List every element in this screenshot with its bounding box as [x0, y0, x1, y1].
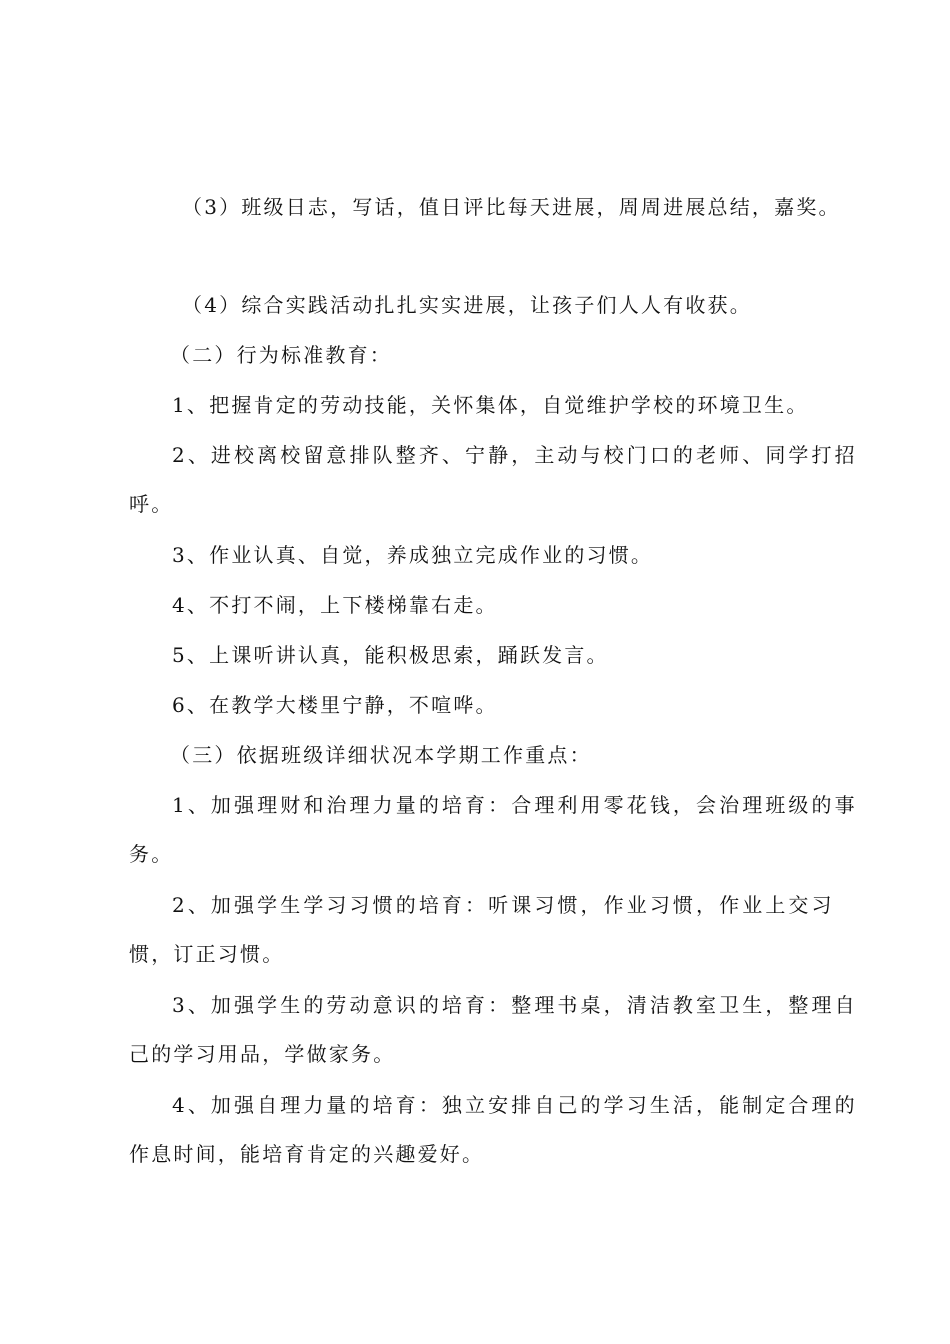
paragraph-line: 作息时间，能培育肯定的兴趣爱好。	[129, 1142, 485, 1166]
section-heading: （二）行为标准教育：	[170, 343, 392, 367]
section-heading: （三）依据班级详细状况本学期工作重点：	[170, 743, 592, 767]
paragraph-line: 2、加强学生学习习惯的培育：听课习惯，作业习惯，作业上交习	[172, 893, 835, 917]
paragraph-line: （3）班级日志，写话，值日评比每天进展，周周进展总结，嘉奖。	[182, 195, 841, 219]
paragraph-line: 2、进校离校留意排队整齐、宁静，主动与校门口的老师、同学打招	[172, 443, 858, 467]
paragraph-line: 5、上课听讲认真，能积极思索，踊跃发言。	[172, 643, 609, 667]
paragraph-line: 3、作业认真、自觉，养成独立完成作业的习惯。	[172, 543, 654, 567]
paragraph-line: 4、加强自理力量的培育：独立安排自己的学习生活，能制定合理的	[172, 1093, 858, 1117]
paragraph-line: 6、在教学大楼里宁静，不喧哗。	[172, 693, 498, 717]
paragraph-line: 4、不打不闹，上下楼梯靠右走。	[172, 593, 498, 617]
paragraph-line: 务。	[129, 842, 174, 866]
paragraph-line: 惯，订正习惯。	[129, 942, 285, 966]
paragraph-line: 1、加强理财和治理力量的培育：合理利用零花钱，会治理班级的事	[172, 793, 858, 817]
paragraph-line: 1、把握肯定的劳动技能，关怀集体，自觉维护学校的环境卫生。	[172, 393, 809, 417]
paragraph-line: 3、加强学生的劳动意识的培育：整理书桌，清洁教室卫生，整理自	[172, 993, 858, 1017]
paragraph-line: 呼。	[129, 492, 174, 516]
paragraph-line: （4）综合实践活动扎扎实实进展，让孩子们人人有收获。	[182, 293, 752, 317]
paragraph-line: 己的学习用品，学做家务。	[129, 1042, 396, 1066]
